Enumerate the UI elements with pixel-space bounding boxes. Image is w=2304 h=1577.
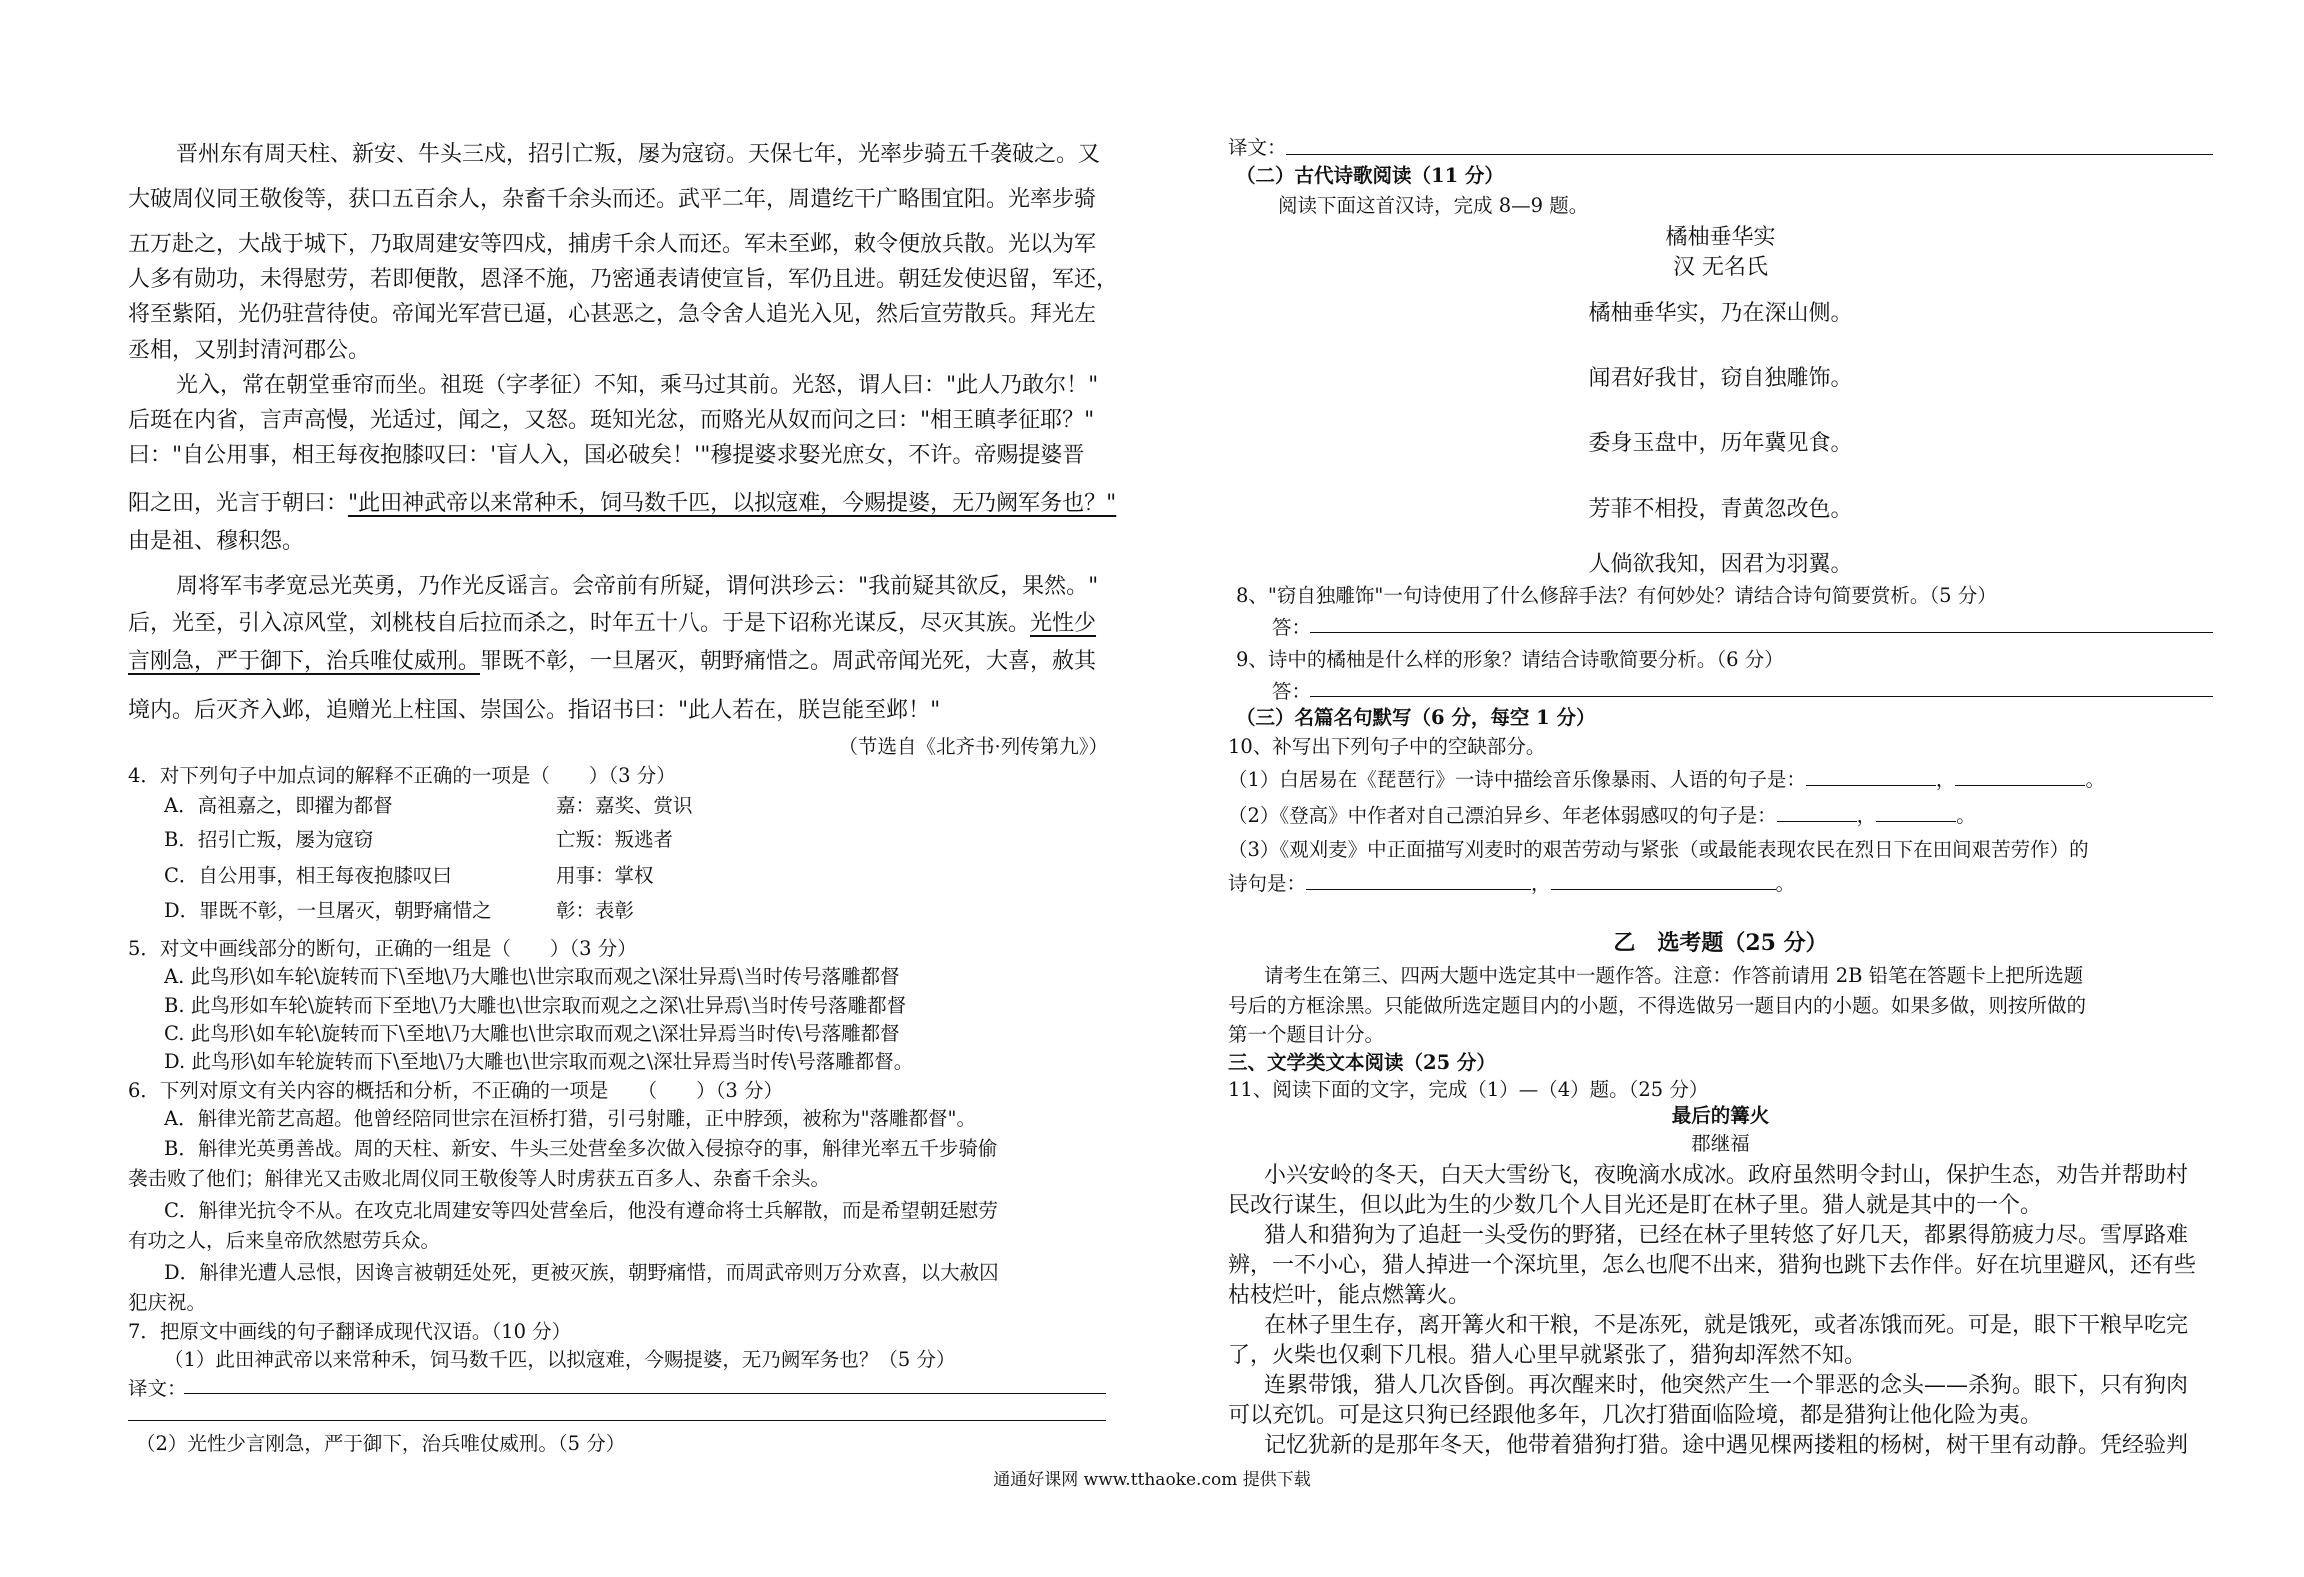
q4-option-d-gloss: 彰：表彰 [556,899,635,922]
section-3-title: （三）名篇名句默写（6 分，每空 1 分） [1236,706,1596,729]
section-2-title: （二）古代诗歌阅读（11 分） [1236,164,1504,187]
q6-line: D．斛律光遭人忌恨，因谗言被朝廷处死，更被灭族，朝野痛惜，而周武帝则万分欢喜，以大赦囚 [164,1261,999,1284]
passage-line: 周将军韦孝宽忌光英勇，乃作光反谣言。会帝前有所疑，谓何洪珍云："我前疑其欲反，果然。" [176,574,1099,599]
underlined-sentence-1: "此田神武帝以来常种禾，饲马数千匹，以拟寇难，今赐提婆，无乃阙军务也？" [348,491,1117,516]
q5-option-a: A. 此鸟形\如车轮\旋转而下\至地\乃大雕也\世宗取而观之\深壮异焉\当时传号落雕都督 [164,965,900,988]
passage-line: 言刚急，严于御下，治兵唯仗威刑。罪既不彰，一旦屠灭，朝野痛惜之。周武帝闻光死，大喜，赦其 [128,649,1097,674]
q5-stem: 5．对文中画线部分的断句，正确的一组是（ ）（3 分） [128,937,637,960]
part-b-intro: 第一个题目计分。 [1228,1023,1385,1046]
q9-answer-label: 答： [1272,680,1312,703]
q7-sub-2: （2）光性少言刚急，严于御下，治兵唯仗威刑。（5 分） [136,1432,626,1455]
blank-field[interactable] [1876,803,1956,822]
q4-option-c-gloss: 用事：掌权 [556,864,654,887]
underlined-sentence-2a: 光性少 [1030,611,1097,636]
passage-line: 后，光至，引入凉风堂，刘桃枝自后拉而杀之，时年五十八。于是下诏称光谋反，尽灭其族。光性少 [128,611,1097,636]
passage-line: 境内。后灭齐入邺，追赠光上柱国、崇国公。指诏书曰："此人若在，朕岂能至邺！" [128,698,941,723]
underlined-sentence-2b: 言刚急，严于御下，治兵唯仗威刑。 [128,649,481,674]
poem-line: 人倘欲我知，因君为羽翼。 [1588,552,1853,577]
story-line: 小兴安岭的冬天，白天大雪纷飞，夜晚滴水成冰。政府虽然明令封山，保护生态，劝告并帮助村 [1264,1163,2189,1188]
q6-line: B．斛律光英勇善战。周的天柱、新安、牛头三处营垒多次做入侵掠夺的事，斛律光率五千步骑偷 [164,1137,998,1160]
passage-line: 大破周仪同王敬俊等，获口五百余人，杂畜千余头而还。武平二年，周遣纥干广略围宜阳。光率步骑 [128,187,1097,212]
part-b-intro: 请考生在第三、四两大题中选定其中一题作答。注意：作答前请用 2B 铅笔在答题卡上把所选题 [1264,964,2084,987]
passage-line: 曰："自公用事，相王每夜抱膝叹曰：'盲人入，国必破矣！'"穆提婆求娶光庶女，不许。帝赐提婆晋 [128,443,1085,468]
story-line: 连累带饿，猎人几次昏倒。再次醒来时，他突然产生一个罪恶的念头——杀狗。眼下，只有狗肉 [1264,1373,2189,1398]
passage-line: 晋州东有周天柱、新安、牛头三戍，招引亡叛，屡为寇窃。天保七年，光率步骑五千袭破之。又 [176,142,1101,167]
q4-option-a: A．高祖嘉之，即擢为都督 [164,794,393,817]
poem-line: 橘柚垂华实，乃在深山侧。 [1588,301,1853,326]
q5-option-d: D. 此鸟形\如车轮旋转而下\至地\乃大雕也\世宗取而观之\深壮异焉当时传\号落雕都督。 [164,1050,914,1073]
q4-option-b: B．招引亡叛，屡为寇窃 [164,828,374,851]
passage-line: 五万赴之，大战于城下，乃取周建安等四戍，捕虏千余人而还。军未至邺，敕令便放兵散。光以为军 [128,232,1097,257]
story-line: 在林子里生存，离开篝火和干粮，不是冻死，就是饿死，或者冻饿而死。可是，眼下干粮早吃完 [1264,1313,2189,1338]
answer-line[interactable] [184,1393,1106,1394]
q10-item-3b: 诗句是： ， 。 [1228,872,1796,895]
translation-label: 译文： [1228,136,1287,159]
q6-line: 袭击败了他们；斛律光又击败北周仪同王敬俊等人时虏获五百多人、杂畜千余头。 [128,1167,831,1190]
story-author: 郡继福 [1691,1132,1750,1155]
q9-answer-line[interactable] [1310,696,2213,697]
q6-stem: 6．下列对原文有关内容的概括和分析，不正确的一项是 （ ）（3 分） [128,1079,784,1102]
story-line: 民改行谋生，但以此为生的少数几个人目光还是盯在林子里。猎人就是其中的一个。 [1228,1193,2043,1218]
story-title: 最后的篝火 [1671,1104,1770,1127]
q10-item-3: （3）《观刈麦》中正面描写刈麦时的艰苦劳动与紧张（或最能表现农民在烈日下在田间艰苦劳作）的 [1228,838,2089,861]
poem-line: 委身玉盘中，历年冀见食。 [1588,431,1853,456]
part-b-title: 乙 选考题（25 分） [1613,930,1828,956]
blank-field[interactable] [1806,767,1936,786]
blank-field[interactable] [1777,803,1857,822]
q6-line: 有功之人，后来皇帝欣然慰劳兵众。 [128,1229,441,1252]
story-line: 猎人和猎狗为了追赶一头受伤的野猪，已经在林子里转悠了好几天，都累得筋疲力尽。雪厚路难 [1264,1223,2189,1248]
q5-option-b: B. 此鸟形如车轮\旋转而下至地\乃大雕也\世宗取而观之之深\壮异焉\当时传号落雕都督 [164,994,907,1017]
passage-line: 将至紫陌，光仍驻营待使。帝闻光军营已逼，心甚恶之，急令舍人追光入见，然后宣劳散兵。拜光左 [128,302,1097,327]
q8-answer-label: 答： [1272,616,1312,639]
story-line: 辨，一不小心，猎人掉进一个深坑里，怎么也爬不出来，猎狗也跳下去作伴。好在坑里避风，还有些 [1228,1253,2197,1278]
q7-stem: 7．把原文中画线的句子翻译成现代汉语。（10 分） [128,1320,572,1343]
story-line: 记忆犹新的是那年冬天，他带着猎狗打猎。途中遇见棵两搂粗的杨树，树干里有动静。凭经验判 [1264,1433,2189,1458]
story-line: 了，火柴也仅剩下几根。猎人心里早就紧张了，猎狗却浑然不知。 [1228,1343,1867,1368]
q10-item-2: （2）《登高》中作者对自己漂泊异乡、年老体弱感叹的句子是： ， 。 [1228,804,1976,827]
literature-section-title: 三、文学类文本阅读（25 分） [1228,1051,1496,1074]
q4-option-d: D．罪既不彰，一旦屠灭，朝野痛惜之 [164,899,492,922]
passage-line: 阳之田，光言于朝曰："此田神武帝以来常种禾，饲马数千匹，以拟寇难，今赐提婆，无乃阙军务也？" [128,491,1117,516]
q6-line: A．斛律光箭艺高超。他曾经陪同世宗在洹桥打猎，引弓射雕，正中脖颈，被称为"落雕都督"。 [164,1107,977,1130]
answer-line[interactable] [128,1420,1106,1421]
poem-author: 汉 无名氏 [1673,255,1768,280]
q10-item-1: （1）白居易在《琵琶行》一诗中描绘音乐像暴雨、人语的句子是： ， 。 [1228,768,2105,791]
q8-answer-line[interactable] [1310,632,2213,633]
passage-line: 丞相，又别封清河郡公。 [128,338,371,363]
passage-source: （节选自《北齐书·列传第九》） [838,735,1108,758]
blank-field[interactable] [1306,871,1531,890]
poem-line: 芳菲不相投，青黄忽改色。 [1588,497,1853,522]
passage-line: 人多有勋功，未得慰劳，若即便散，恩泽不施，乃密通表请使宣旨，军仍且进。朝廷发使迟留，军还， [128,267,1119,292]
q4-option-c: C．自公用事，相王每夜抱膝叹曰 [164,864,452,887]
blank-field[interactable] [1955,767,2085,786]
passage-line: 光入，常在朝堂垂帘而坐。祖珽（字孝征）不知，乘马过其前。光怒，谓人曰："此人乃敢尔！" [176,373,1099,398]
q6-line: 犯庆祝。 [128,1291,207,1314]
q10-stem: 10、补写出下列句子中的空缺部分。 [1228,735,1546,758]
q5-option-c: C. 此鸟形\如车轮\旋转而下\至地\乃大雕也\世宗取而观之\深壮异焉当时传\号落雕都督 [164,1022,900,1045]
blank-field[interactable] [1551,871,1776,890]
passage-line: 后珽在内省，言声高慢，光适过，闻之，又怒。珽知光忿，而赂光从奴而问之曰："相王瞋孝征耶？" [128,408,1095,433]
q7-translation-label: 译文： [128,1377,187,1400]
part-b-intro: 号后的方框涂黑。只能做所选定题目内的小题，不得选做另一题目内的小题。如果多做，则按所做的 [1228,994,2087,1017]
q7-sub-1: （1）此田神武帝以来常种禾，饲马数千匹，以拟寇难，今赐提婆，无乃阙军务也？（5 分） [164,1348,956,1371]
answer-line[interactable] [1286,154,2213,155]
q4-option-b-gloss: 亡叛：叛逃者 [556,828,674,851]
q11-stem: 11、阅读下面的文字，完成（1）—（4）题。（25 分） [1228,1078,1709,1101]
poem-line: 闻君好我甘，窃自独雕饰。 [1588,366,1853,391]
poem-title: 橘柚垂华实 [1665,225,1776,250]
q4-stem: 4．对下列句子中加点词的解释不正确的一项是（ ）（3 分） [128,764,676,787]
story-line: 枯枝烂叶，能点燃篝火。 [1228,1283,1471,1308]
q8-stem: 8、"窃自独雕饰"一句诗使用了什么修辞手法？有何妙处？请结合诗句简要赏析。（5 分） [1236,584,1997,607]
story-line: 可以充饥。可是这只狗已经跟他多年，几次打猎面临险境，都是猎狗让他化险为夷。 [1228,1403,2043,1428]
q4-option-a-gloss: 嘉：嘉奖、赏识 [556,794,693,817]
q9-stem: 9、诗中的橘柚是什么样的形象？请结合诗歌简要分析。（6 分） [1236,648,1784,671]
page-footer: 通通好课网 www.tthaoke.com 提供下载 [993,1470,1311,1490]
q6-line: C．斛律光抗令不从。在攻克北周建安等四处营垒后，他没有遵命将士兵解散，而是希望朝廷慰劳 [164,1199,998,1222]
passage-line: 由是祖、穆积怨。 [128,529,305,554]
section-2-intro: 阅读下面这首汉诗，完成 8—9 题。 [1278,194,1589,217]
